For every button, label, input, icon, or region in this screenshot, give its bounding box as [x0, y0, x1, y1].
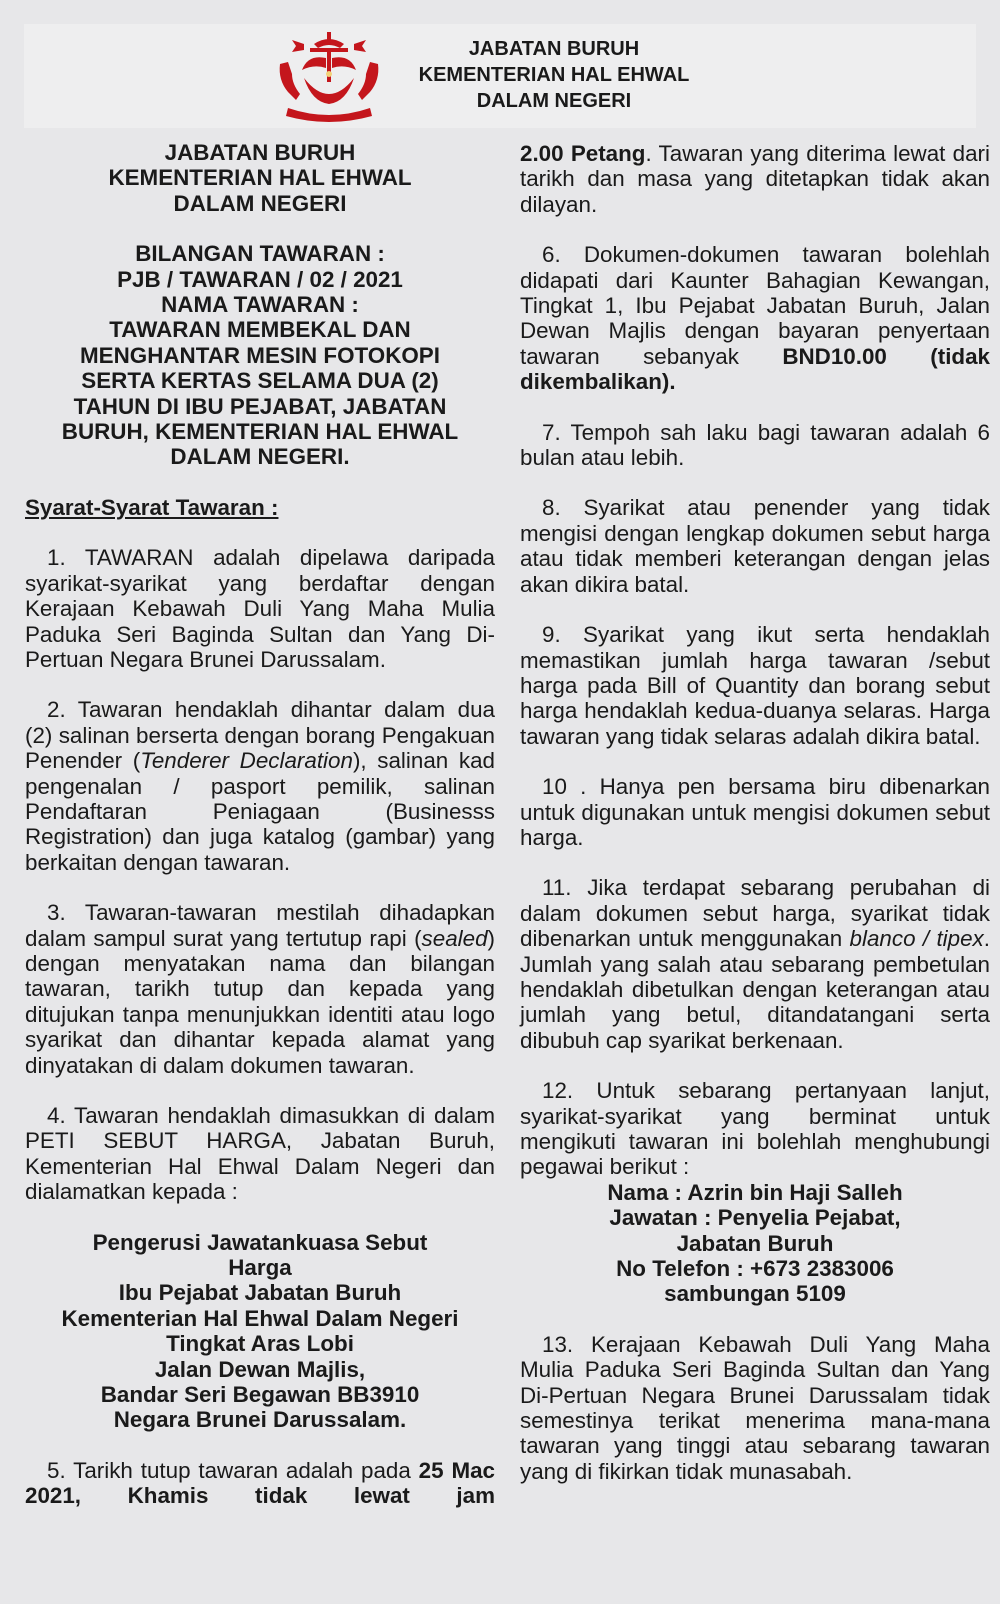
department-block — [25, 140, 495, 216]
conditions-heading: Syarat-Syarat Tawaran : — [25, 494, 279, 520]
condition-2-italic: Tenderer Declaration — [140, 748, 353, 774]
tender-title-line: TAHUN DI IBU PEJABAT, JABATAN — [73, 393, 447, 419]
contact-block — [520, 1180, 990, 1307]
address-line: Ibu Pejabat Jabatan Buruh — [118, 1280, 402, 1306]
tender-title-line: NAMA TAWARAN : — [161, 292, 359, 318]
condition-6-fee: BND10.00 (tidak dikembalikan). — [520, 343, 990, 395]
address-line: Negara Brunei Darussalam. — [113, 1407, 407, 1433]
address-line: Pengerusi Jawatankuasa Sebut — [92, 1229, 428, 1255]
tender-title-line: MENGHANTAR MESIN FOTOKOPI — [80, 342, 440, 368]
condition-1: 1. TAWARAN adalah dipelawa daripada syarikat-syarikat yang berdaftar dengan Kerajaan Kebawah Duli Yang Maha Mulia Paduka Seri Baginda Sultan dan Yang Di-Pertuan Negara Brunei Darussalam. — [25, 545, 495, 672]
department-line: DALAM NEGERI — [173, 190, 347, 216]
address-line: Harga — [228, 1255, 292, 1281]
tender-title-line: SERTA KERTAS SELAMA DUA (2) — [81, 368, 439, 394]
contact-line: No Telefon : +673 2383006 — [616, 1256, 894, 1282]
condition-2-text: 2. Tawaran hendaklah dihantar dalam dua (2) salinan berserta dengan borang Pengakuan Penender ( — [25, 697, 495, 774]
condition-5-time: 2.00 Petang — [520, 141, 646, 166]
address-block — [25, 1230, 495, 1433]
condition-7: 7. Tempoh sah laku bagi tawaran adalah 6 bulan atau lebih. — [520, 419, 990, 471]
condition-10: 10 . Hanya pen bersama biru dibenarkan untuk digunakan untuk mengisi dokumen sebut harga. — [520, 774, 990, 850]
contact-line: Nama : Azrin bin Haji Salleh — [607, 1179, 903, 1205]
tender-title-line: BILANGAN TAWARAN : — [135, 241, 385, 267]
header-line: JABATAN BURUH — [468, 38, 640, 60]
condition-6 — [520, 242, 990, 394]
address-line: Tingkat Aras Lobi — [166, 1331, 354, 1357]
department-line: KEMENTERIAN HAL EHWAL — [108, 165, 412, 191]
notice-header — [24, 24, 976, 128]
condition-12: 12. Untuk sebarang pertanyaan lanjut, syarikat-syarikat yang berminat untuk mengikuti tawaran ini bolehlah menghubungi pegawai berikut : — [520, 1078, 990, 1180]
condition-2 — [25, 697, 495, 875]
condition-3-text: 3. Tawaran-tawaran mestilah dihadapkan dalam sampul surat yang tertutup rapi ( — [25, 900, 495, 951]
condition-3-italic: sealed — [421, 925, 488, 951]
condition-8: 8. Syarikat atau penender yang tidak mengisi dengan lengkap dokumen sebut harga atau tidak memberi keterangan dengan jelas akan dikira batal. — [520, 495, 990, 597]
condition-9: 9. Syarikat yang ikut serta hendaklah memastikan jumlah harga tawaran /sebut harga pada Bill of Quantity dan borang sebut harga hendaklah kedua-duanya selaras. Harga tawaran yang tidak selaras adalah dikira batal. — [520, 622, 990, 749]
address-line: Bandar Seri Begawan BB3910 — [100, 1382, 420, 1408]
condition-11-text-end: . Jumlah yang salah atau sebarang pembetulan hendaklah dibetulkan dengan keterangan atau jumlah yang betul, ditandatangani serta dibubuh cap syarikat berkenaan. — [520, 926, 990, 1053]
contact-line: Jawatan : Penyelia Pejabat, — [609, 1205, 901, 1231]
condition-5 — [25, 1458, 495, 1509]
address-line: Kementerian Hal Ehwal Dalam Negeri — [61, 1305, 459, 1331]
condition-3-text-end: ) dengan menyatakan nama dan bilangan tawaran, tarikh tutup dan kepada yang ditujukan tanpa menunjukkan identiti atau logo syarikat dan dihantar kepada alamat yang dinyatakan di dalam dokumen tawaran. — [25, 925, 495, 1078]
contact-line: sambungan 5109 — [664, 1281, 846, 1307]
right-column — [520, 141, 990, 1484]
tender-title-block — [25, 241, 495, 470]
condition-5-date: 25 Mac 2021, Khamis tidak lewat jam — [25, 1457, 495, 1509]
header-title — [384, 36, 724, 114]
condition-4: 4. Tawaran hendaklah dimasukkan di dalam PETI SEBUT HARGA, Jabatan Buruh, Kementerian Hal Ehwal Dalam Negeri dan dialamatkan kepada : — [25, 1103, 495, 1205]
header-line: KEMENTERIAN HAL EHWAL — [418, 64, 690, 86]
contact-line: Jabatan Buruh — [676, 1230, 834, 1256]
department-line: JABATAN BURUH — [164, 140, 356, 165]
left-column — [25, 140, 495, 1509]
tender-title-line: TAWARAN MEMBEKAL DAN — [109, 317, 411, 343]
tender-title-line: BURUH, KEMENTERIAN HAL EHWAL — [61, 419, 459, 445]
condition-2-text-end: ), salinan kad pengenalan / pasport pemilik, salinan Pendaftaran Peniagaan (Businesss Registration) dan juga katalog (gambar) yang berkaitan dengan tawaran. — [25, 748, 495, 875]
condition-6-text: 6. Dokumen-dokumen tawaran bolehlah didapati dari Kaunter Bahagian Kewangan, Tingkat 1, Ibu Pejabat Jabatan Buruh, Jalan Dewan Majlis dengan bayaran penyertaan tawaran sebanyak — [520, 242, 990, 369]
condition-11-text: 11. Jika terdapat sebarang perubahan di dalam dokumen sebut harga, syarikat tidak dibenarkan untuk menggunakan — [520, 875, 990, 952]
header-line: DALAM NEGERI — [476, 90, 632, 112]
condition-5-continued — [520, 141, 990, 217]
address-line: Jalan Dewan Majlis, — [154, 1356, 366, 1382]
condition-13: 13. Kerajaan Kebawah Duli Yang Maha Mulia Paduka Seri Baginda Sultan dan Yang Di-Pertuan Negara Brunei Darussalam tidak semestinya terikat menerima mana-mana tawaran yang tinggi atau sebarang tawaran yang di fikirkan tidak munasabah. — [520, 1331, 990, 1484]
tender-title-line: PJB / TAWARAN / 02 / 2021 — [117, 266, 403, 292]
tender-title-line: DALAM NEGERI. — [170, 444, 350, 470]
condition-5-text-end: . Tawaran yang diterima lewat dari tarikh dan masa yang ditetapkan tidak akan dilayan. — [520, 141, 990, 217]
condition-5-text: 5. Tarikh tutup tawaran adalah pada — [47, 1457, 419, 1483]
brunei-crest-icon — [274, 30, 384, 124]
condition-11-italic: blanco / tipex — [849, 926, 984, 952]
condition-3 — [25, 900, 495, 1078]
condition-11 — [520, 875, 990, 1053]
